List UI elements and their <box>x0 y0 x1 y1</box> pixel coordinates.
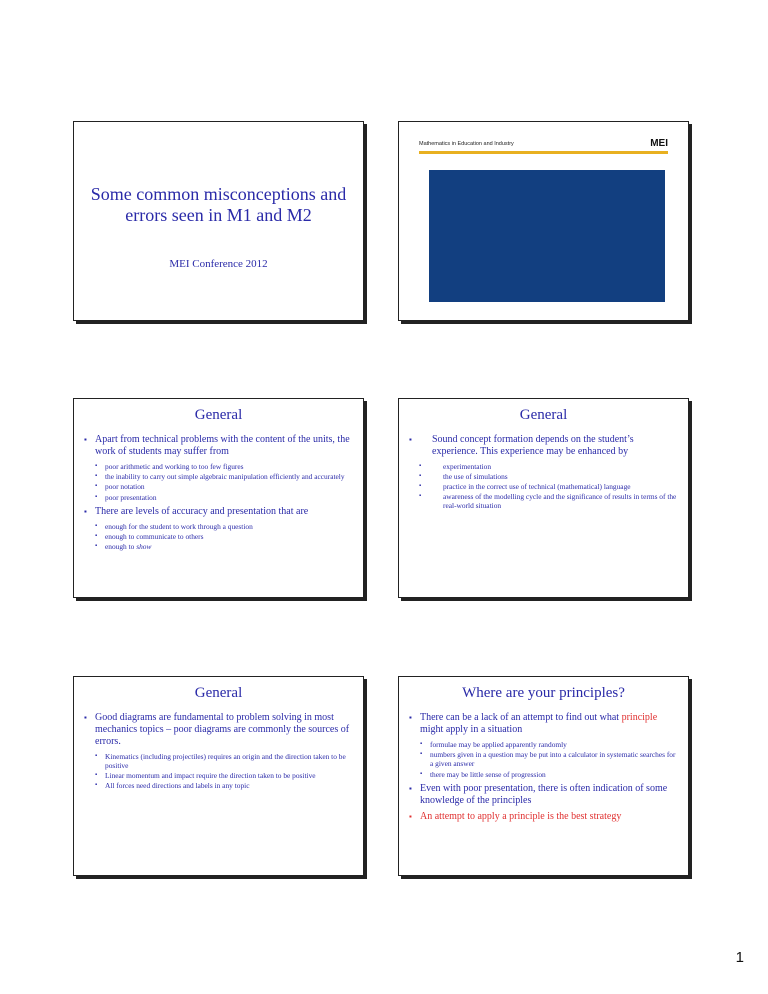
bullet-highlight: ▪ An attempt to apply a principle is the best strategy <box>407 811 680 823</box>
bullet: ▪ Even with poor presentation, there is often indication of some knowledge of the principles <box>407 783 680 807</box>
sub-bullet: ▪ poor arithmetic and working to too few figures <box>82 462 355 471</box>
emphasis-text: show <box>136 542 152 551</box>
sub-bullet: ▪ enough for the student to work through a question <box>82 522 355 531</box>
mei-logo: MEI <box>650 138 668 149</box>
highlight-principle: principle <box>621 712 658 723</box>
sub-bullet: ▪ awareness of the modelling cycle and the significance of results in terms of the real-world situation <box>407 492 680 510</box>
sub-bullet: ▪ Linear momentum and impact require the direction taken to be positive <box>82 771 355 780</box>
sub-bullet: ▪ experimentation <box>407 462 680 471</box>
slide-title: Where are your principles? <box>462 685 625 701</box>
sub-bullet: ▪ Kinematics (including projectiles) requires an origin and the direction taken to be positive <box>82 752 355 770</box>
slide-general-1 <box>73 398 364 598</box>
slide-mei-logo <box>398 121 689 321</box>
sub-bullet: ▪ the inability to carry out simple algebraic manipulation efficiently and accurately <box>82 472 355 481</box>
sub-bullet-text: enough to <box>105 542 135 551</box>
sub-bullet: ▪ practice in the correct use of technical (mathematical) language <box>407 482 680 491</box>
mei-accent-rule <box>419 151 668 154</box>
slide-general-2 <box>398 398 689 598</box>
slide-body <box>82 712 355 791</box>
sub-bullet: ▪ poor presentation <box>82 493 355 502</box>
slide-title: General <box>194 407 243 423</box>
sub-bullet <box>82 542 355 551</box>
sub-bullet: ▪ formulae may be applied apparently randomly <box>407 740 680 749</box>
conference-subtitle: MEI Conference 2012 <box>169 258 268 270</box>
sub-bullet: ▪ the use of simulations <box>407 472 680 481</box>
sub-bullet: ▪ All forces need directions and labels in any topic <box>82 781 355 790</box>
bullet-text: might apply in a situation <box>420 724 523 735</box>
sub-bullet: ▪ enough to communicate to others <box>82 532 355 541</box>
slide-body <box>407 712 680 827</box>
slide-body <box>82 434 355 552</box>
bullet: ▪ Sound concept formation depends on the student’s experience. This experience may be enhanced by <box>407 434 680 458</box>
mei-header-text: Mathematics in Education and Industry <box>419 141 514 147</box>
page-number: 1 <box>735 949 744 966</box>
bullet <box>407 712 680 736</box>
slide-general-3 <box>73 676 364 876</box>
slide-principles <box>398 676 689 876</box>
bullet-text: There can be a lack of an attempt to find out what <box>420 712 620 723</box>
mei-blue-panel <box>429 170 665 302</box>
sub-bullet: ▪ numbers given in a question may be put into a calculator in systematic searches for a given answer <box>407 750 680 768</box>
slide-title <box>73 121 364 321</box>
slide-title: General <box>519 407 568 423</box>
bullet: ▪ Good diagrams are fundamental to problem solving in most mechanics topics – poor diagrams are commonly the sources of errors. <box>82 712 355 748</box>
slide-body <box>407 434 680 511</box>
slide-title: General <box>194 685 243 701</box>
sub-bullet: ▪ there may be little sense of progression <box>407 770 680 779</box>
bullet: ▪ Apart from technical problems with the content of the units, the work of students may suffer from <box>82 434 355 458</box>
presentation-title: Some common misconceptions and errors seen in M1 and M2 <box>90 184 347 225</box>
sub-bullet: ▪ poor notation <box>82 482 355 491</box>
bullet: ▪ There are levels of accuracy and presentation that are <box>82 506 355 518</box>
mei-header <box>419 131 668 151</box>
